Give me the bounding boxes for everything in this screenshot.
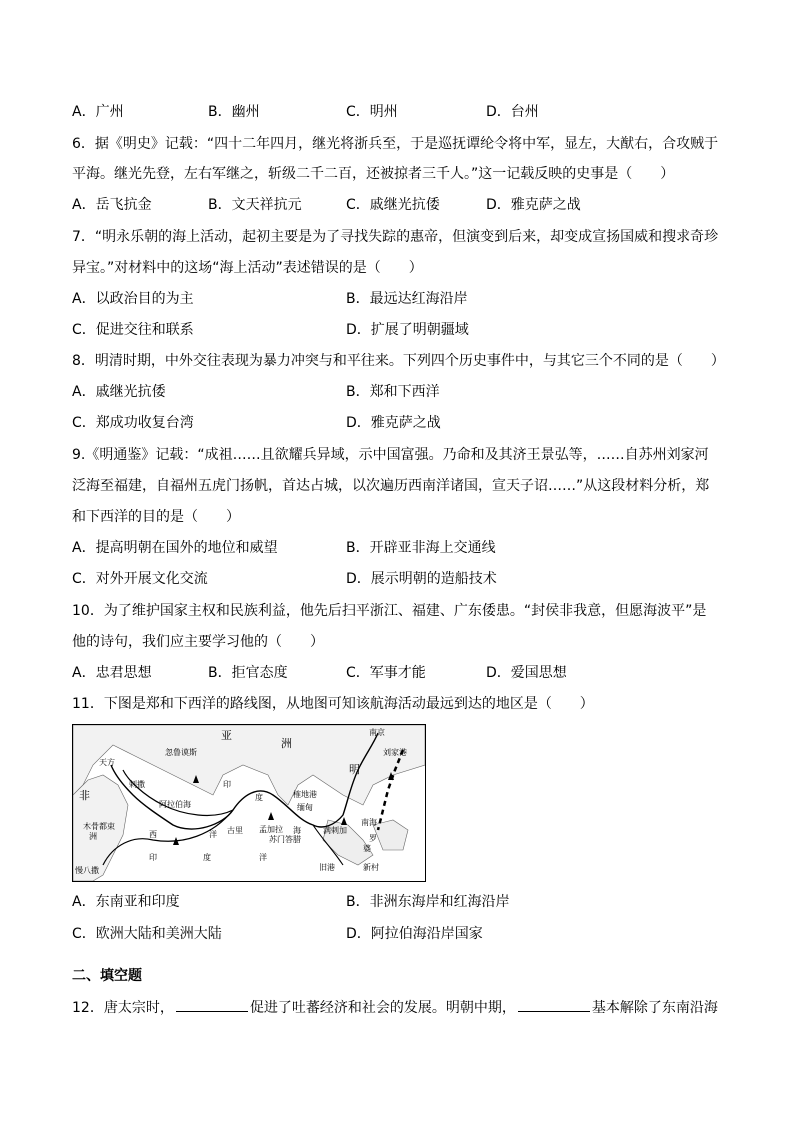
q10-option-c: C．军事才能	[346, 665, 426, 681]
map-label-fei: 非	[79, 789, 90, 802]
q8-option-c: C．郑成功收复台湾	[72, 415, 194, 431]
q10-stem-line1: 10．为了维护国家主权和民族利益，他先后扫平浙江、福建、广东倭患。“封侯非我意，但愿海波平”是	[72, 603, 707, 619]
q11-option-b: B．非洲东海岸和红海沿岸	[346, 894, 510, 910]
q6-stem-line1: 6．据《明史》记载：“四十二年四月，继光将浙兵至，于是巡抚谭纶令将中军，显左，大猷右，合攻贼于	[72, 136, 719, 152]
map-label-luo: 罗	[369, 834, 377, 843]
q9-stem-line2: 泛海至福建，自福州五虎门扬帆，首达占城，以次遍历西南洋诸国，宣天子诏……”从这段材料分析，郑	[72, 478, 710, 494]
q12-part3: 基本解除了东南沿海	[591, 1000, 718, 1016]
map-label-sumendala: 苏门答腊	[269, 835, 301, 844]
q11-stem-line1: 11．下图是郑和下西洋的路线图，从地图可知该航海活动最远到达的地区是（ ）	[72, 696, 594, 712]
map-label-po: 婆	[363, 844, 371, 853]
map-label-xi: 西	[149, 830, 157, 839]
q9-option-c: C．对外开展文化交流	[72, 571, 208, 587]
map-label-yang1: 洋	[209, 830, 217, 839]
map-label-du1: 度	[255, 793, 263, 802]
q7-stem-line1: 7．“明永乐朝的海上活动，起初主要是为了寻找失踪的惠帝，但演变到后来，却变成宣扬国威和搜求奇珍	[72, 229, 719, 245]
map-label-yang2: 洋	[259, 853, 267, 862]
q10-option-b: B．拒官态度	[208, 665, 288, 681]
map-label-nanjing: 南京	[369, 728, 385, 737]
q11-option-d: D．阿拉伯海沿岸国家	[346, 926, 483, 942]
q12-part2: 促进了吐蕃经济和社会的发展。明朝中期，	[249, 1000, 516, 1016]
q8-option-b: B．郑和下西洋	[346, 384, 440, 400]
map-label-guli: 古里	[227, 826, 243, 835]
q8-option-a: A．戚继光抗倭	[72, 384, 166, 400]
q6-option-b: B．文天祥抗元	[208, 197, 302, 213]
q9-option-b: B．开辟亚非海上交通线	[346, 540, 496, 556]
q6-option-d: D．雅克萨之战	[486, 197, 581, 213]
q6-stem-line2: 平海。继光先登，左右军继之，斩级二千二百，还被掠者三千人。”这一记载反映的史事是（ ）	[72, 166, 675, 182]
q12-part1: 12．唐太宗时，	[72, 1000, 174, 1016]
map-label-manbasa: 慢八撒	[75, 866, 99, 875]
q6-option-c: C．戚继光抗倭	[346, 197, 440, 213]
map-label-ya: 亚	[221, 729, 232, 742]
q11-option-c: C．欧洲大陆和美洲大陆	[72, 926, 222, 942]
map-label-alabohai: 阿拉伯海	[159, 800, 191, 809]
q8-option-d: D．雅克萨之战	[346, 415, 441, 431]
map-label-miandian: 缅甸	[297, 803, 313, 812]
q10-option-a: A．忠君思想	[72, 665, 152, 681]
map-label-liujiagang: 刘家港	[383, 748, 407, 757]
map-label-xincun: 新村	[363, 863, 379, 872]
q7-option-c: C．促进交往和联系	[72, 322, 194, 338]
q9-stem-line3: 和下西洋的目的是（ ）	[72, 509, 240, 525]
q9-stem-line1: 9.《明通鉴》记载：“成祖……且欲耀兵异域，示中国富强。乃命和及其济王景弘等，……自苏州刘家河	[72, 447, 709, 463]
map-label-zhedigang: 榷地港	[293, 790, 317, 799]
q5-option-b: B．幽州	[208, 104, 260, 120]
q12-blank-2[interactable]	[518, 997, 590, 1012]
map-label-tianfang: 天方	[99, 758, 115, 767]
map-label-malacca: 满剌加	[323, 826, 347, 835]
map-label-yin2: 印	[149, 853, 157, 862]
q10-option-d: D．爱国思想	[486, 665, 567, 681]
q9-option-a: A．提高明朝在国外的地位和威望	[72, 540, 278, 556]
q7-option-a: A．以政治目的为主	[72, 291, 194, 307]
map-label-hulumosi: 忽鲁谟斯	[165, 748, 197, 757]
section-heading-fill-blank: 二、填空题	[72, 968, 142, 984]
map-label-hai1: 海	[293, 826, 301, 835]
map-label-mengjiala: 孟加拉	[259, 825, 283, 834]
q5-option-d: D．台州	[486, 104, 539, 120]
q11-option-a: A．东南亚和印度	[72, 894, 180, 910]
map-label-mugudushu: 木骨都束	[83, 822, 115, 831]
q10-stem-line2: 他的诗句，我们应主要学习他的（ ）	[72, 634, 324, 650]
map-label-nanhai: 南海	[361, 818, 377, 827]
borneo-land	[373, 820, 408, 850]
q7-stem-line2: 异宝。”对材料中的这场“海上活动”表述错误的是（ ）	[72, 260, 423, 276]
map-label-ming: 明	[349, 763, 360, 776]
map-label-zhou2: 洲	[89, 832, 97, 841]
q9-option-d: D．展示明朝的造船技术	[346, 571, 497, 587]
q12-blank-1[interactable]	[176, 997, 248, 1012]
q6-option-a: A．岳飞抗金	[72, 197, 152, 213]
map-label-zhou1: 洲	[281, 737, 292, 750]
q12-stem	[72, 997, 718, 1018]
zheng-he-route-map	[72, 724, 426, 882]
q8-stem-line1: 8．明清时期，中外交往表现为暴力冲突与和平往来。下列四个历史事件中，与其它三个不同的是（ ）	[72, 353, 725, 369]
map-label-du2: 度	[203, 853, 211, 862]
q5-option-a: A．广州	[72, 104, 124, 120]
map-label-jiugang: 旧港	[319, 863, 335, 872]
q5-option-c: C．明州	[346, 104, 398, 120]
map-label-yin1: 印	[223, 780, 231, 789]
asia-land	[73, 725, 425, 805]
q7-option-d: D．扩展了明朝疆域	[346, 322, 469, 338]
q7-option-b: B．最远达红海沿岸	[346, 291, 468, 307]
map-label-lasa: 剌撒	[129, 780, 145, 789]
